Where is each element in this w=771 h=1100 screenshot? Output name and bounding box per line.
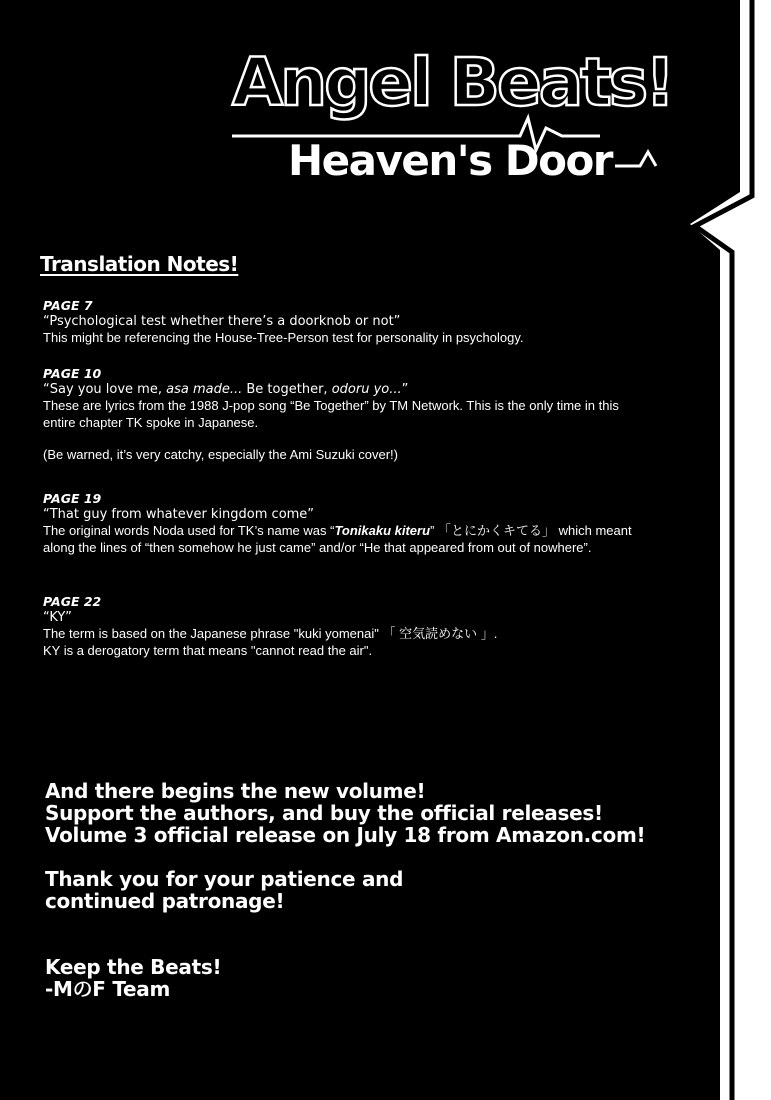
closing-line: Support the authors, and buy the official releases!	[45, 801, 603, 825]
note-quote: “KY”	[43, 610, 72, 625]
note-quote: “That guy from whatever kingdom come”	[43, 507, 315, 522]
note-page-19	[43, 491, 633, 556]
closing-announcement	[45, 780, 645, 846]
note-body-continued: KY is a derogatory term that means "cannot read the air".	[43, 642, 373, 658]
team-signature: -MのF Team	[45, 977, 171, 1001]
closing-line: Thank you for your patience and	[45, 867, 404, 891]
translation-notes-heading: Translation Notes!	[40, 252, 239, 276]
note-page-label: PAGE 10	[43, 366, 102, 381]
note-body: These are lyrics from the 1988 J-pop song “Be Together” by TM Network. This is the only time in this entire chapter TK spoke in Japanese.	[43, 398, 619, 430]
note-body: The original words Noda used for TK’s name was “Tonikaku kiteru” 「とにかくキてる」 which meant along the lines of “then somehow he just came” and/or “He that appeared from out of nowhere”.	[43, 523, 632, 555]
closing-signoff	[45, 956, 221, 1000]
note-page-7	[43, 298, 643, 347]
closing-thanks	[45, 868, 403, 912]
note-body: The term is based on the Japanese phrase "kuki yomenai" 「 空気読めない 」.	[43, 626, 498, 641]
closing-line: Volume 3 official release on July 18 from Amazon.com!	[45, 823, 646, 847]
note-page-label: PAGE 19	[43, 491, 102, 506]
note-aside: (Be warned, it’s very catchy, especially the Ami Suzuki cover!)	[43, 447, 398, 462]
note-page-22	[43, 594, 643, 659]
note-body: This might be referencing the House-Tree-Person test for personality in psychology.	[43, 330, 524, 345]
note-quote: “Psychological test whether there’s a doorknob or not”	[43, 314, 401, 329]
logo-subtitle: Heaven's Door	[288, 136, 613, 185]
note-page-10	[43, 366, 643, 464]
note-page-label: PAGE 7	[43, 298, 93, 313]
note-quote: “Say you love me, asa made... Be together, odoru yo...”	[43, 382, 409, 397]
closing-line: continued patronage!	[45, 889, 285, 913]
note-page-label: PAGE 22	[43, 594, 102, 609]
closing-line: And there begins the new volume!	[45, 779, 426, 803]
logo-title: Angel Beats!	[232, 44, 673, 121]
closing-line: Keep the Beats!	[45, 955, 222, 979]
